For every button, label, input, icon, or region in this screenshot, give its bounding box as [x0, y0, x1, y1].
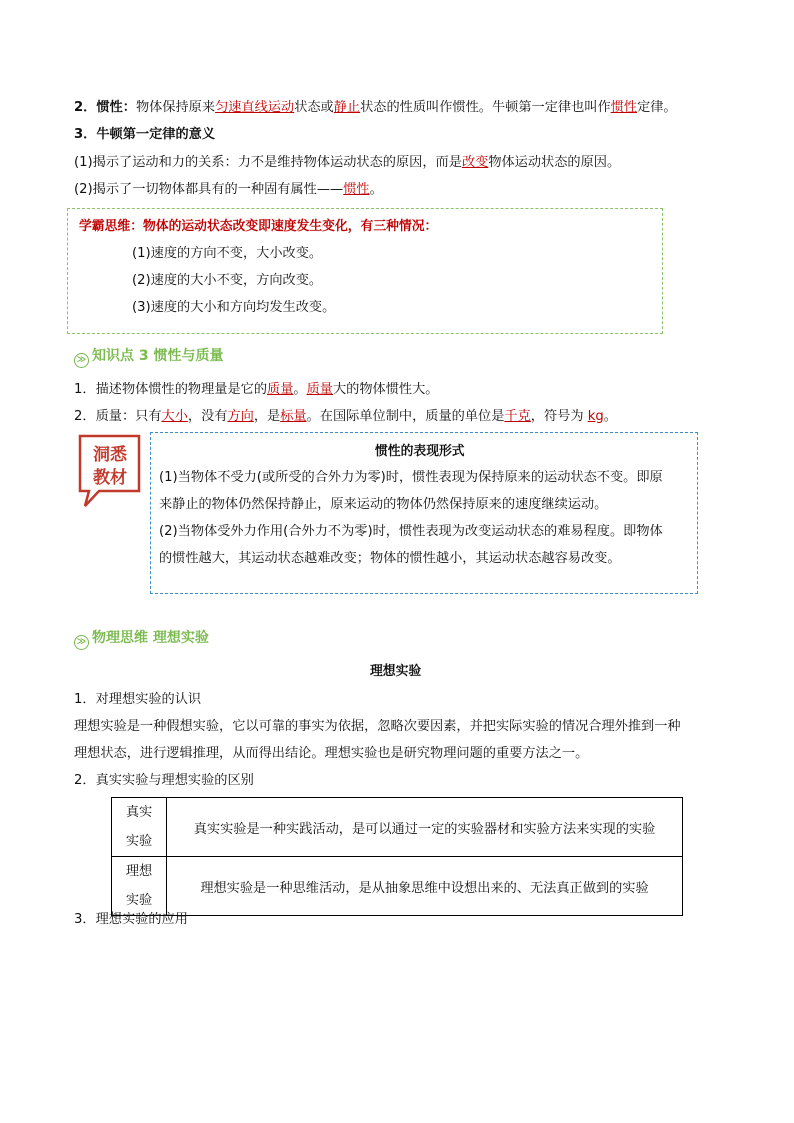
chevron-circle-icon: ≫	[74, 635, 89, 650]
meaning-item-2	[74, 178, 383, 197]
ideal-experiment-title: 理想实验	[370, 664, 422, 679]
answer-blank: 改变	[461, 155, 489, 170]
row-header-line: 实验	[125, 893, 153, 908]
text: 状态或	[294, 100, 334, 115]
text: 。	[603, 409, 617, 424]
text: 大的物体惯性大。	[332, 382, 439, 397]
text: 。在国际单位制中，质量的单位是	[306, 409, 505, 424]
table-cell: 理想实验是一种思维活动，是从抽象思维中设想出来的、无法真正做到的实验	[167, 857, 683, 916]
row-header	[112, 798, 167, 857]
meaning-item-1	[74, 151, 620, 170]
text: 1．描述物体惯性的物理量是它的	[74, 382, 268, 397]
table-row	[112, 857, 683, 916]
tip-item-3: (3)速度的大小和方向均发生改变。	[132, 300, 336, 315]
text: 。	[293, 382, 307, 397]
section-heading-inertia-mass	[74, 345, 224, 368]
mass-item-2	[74, 405, 617, 424]
text: 物体运动状态的原因。	[488, 155, 621, 170]
tip-box-title: 学霸思维：物体的运动状态改变即速度发生变化，有三种情况：	[79, 219, 438, 234]
badge-line-2: 教材	[93, 468, 127, 488]
inertia-definition	[74, 96, 677, 115]
ideal-item-2-heading: 2．真实实验与理想实验的区别	[74, 773, 254, 788]
chevron-circle-icon: ≫	[74, 353, 89, 368]
row-header-line: 实验	[125, 834, 153, 849]
inertia-forms-line: (2)当物体受外力作用(合外力不为零)时，惯性表现为改变运动状态的难易程度。即物体	[159, 524, 663, 539]
answer-blank: 标量	[280, 409, 307, 424]
term-label: 惯性：	[96, 100, 136, 115]
answer-blank: 方向	[227, 409, 254, 424]
mass-item-1	[74, 378, 438, 397]
badge-line-1: 洞悉	[93, 445, 127, 465]
text: 物体保持原来	[135, 100, 216, 115]
text: ，是	[253, 409, 281, 424]
row-header-line: 真实	[125, 805, 153, 820]
answer-blank: 千克	[504, 409, 531, 424]
tip-item-1: (1)速度的方向不变，大小改变。	[132, 246, 323, 261]
text: 定律。	[637, 100, 677, 115]
section-title: 物理思维 理想实验	[92, 630, 209, 646]
row-header-line: 理想	[125, 864, 153, 879]
section-title: 知识点 3 惯性与质量	[92, 348, 224, 364]
table-cell: 真实实验是一种实践活动，是可以通过一定的实验器材和实验方法来实现的实验	[167, 798, 683, 857]
text: ，没有	[187, 409, 228, 424]
inertia-forms-line: 的惯性越大，其运动状态越难改变；物体的惯性越小，其运动状态越容易改变。	[159, 551, 621, 566]
ideal-paragraph-line: 理想状态，进行逻辑推理，从而得出结论。理想实验也是研究物理问题的重要方法之一。	[74, 746, 589, 761]
answer-blank: kg	[587, 409, 604, 424]
section-heading-ideal-experiment	[74, 627, 209, 650]
answer-blank: 惯性	[610, 100, 638, 115]
text: (2)揭示了一切物体都具有的一种固有属性——	[74, 182, 344, 197]
text: 2．质量：只有	[74, 409, 162, 424]
inertia-forms-line: (1)当物体不受力(或所受的合外力为零)时，惯性表现为保持原来的运动状态不变。即原	[159, 470, 663, 485]
tip-item-2: (2)速度的大小不变，方向改变。	[132, 273, 323, 288]
row-header	[112, 857, 167, 916]
answer-blank: 质量	[306, 382, 333, 397]
ideal-item-3-heading: 3．理想实验的应用	[74, 912, 188, 927]
heading-newton-law-meaning: 3．牛顿第一定律的意义	[74, 127, 216, 142]
ideal-item-1-heading: 1．对理想实验的认识	[74, 692, 202, 707]
inertia-forms-title: 惯性的表现形式	[375, 444, 465, 459]
answer-blank: 质量	[267, 382, 294, 397]
answer-blank: 惯性	[343, 182, 370, 197]
text: ，符号为	[530, 409, 588, 424]
speech-bubble-icon	[77, 433, 143, 509]
answer-blank: 大小	[161, 409, 188, 424]
inertia-forms-line: 来静止的物体仍然保持静止，原来运动的物体仍然保持原来的速度继续运动。	[159, 497, 608, 512]
table-row	[112, 798, 683, 857]
textbook-insight-badge	[77, 433, 143, 509]
text: (1)揭示了运动和力的关系：力不是维持物体运动状态的原因，而是	[74, 155, 462, 170]
text: 。	[369, 182, 383, 197]
ideal-paragraph-line: 理想实验是一种假想实验，它以可靠的事实为依据，忽略次要因素，并把实际实验的情况合理外推到一种	[74, 719, 681, 734]
experiment-comparison-table	[111, 797, 683, 916]
answer-blank: 静止	[333, 100, 361, 115]
answer-blank: 匀速直线运动	[215, 100, 295, 115]
text: 状态的性质叫作惯性。牛顿第一定律也叫作	[360, 100, 611, 115]
item-number: 2．	[74, 100, 97, 115]
